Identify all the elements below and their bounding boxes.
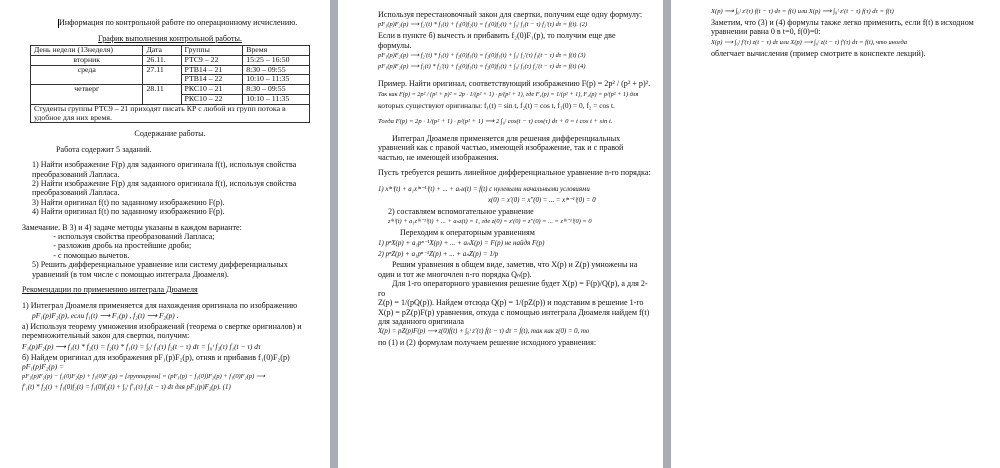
table-cell: 26.11.	[143, 55, 181, 65]
formula: pF₁(p)F₂(p), если f₁(t) ⟶ F₁(p) , f₂(t) ⟶ F₂(p) .	[32, 310, 179, 320]
table-cell: 28.11	[143, 85, 181, 95]
table-cell: среда	[31, 65, 143, 75]
formula: pF₁(p)F₂(p) ⟶ f₂′(t) * f₁(t) + f₁(0)f₂(t) = f₁(0)f₂(t) + ∫₀ᵗ f₁(t − τ) f₂′(τ) dτ = f(t). (2)	[378, 21, 588, 29]
table-cell: 10:10 – 11:35	[243, 75, 310, 85]
rec-paragraph: б) Найдем оригинал для изображения pF₁(p)F₂(p), отняв и прибавив f₁(0)F₂(p)	[22, 352, 290, 362]
content-title: Содержание работы.	[134, 129, 206, 139]
formula: X(p) ⟶ ∫₀ᵗ f′(τ) z(t − τ) dτ или X(p) ⟶ ∫₀ᵗ z(t − τ) f′(τ) dτ = f(t), что иногда	[711, 38, 907, 46]
formula: 1) x⁽ⁿ⁾(t) + a₁x⁽ⁿ⁻¹⁾(t) + ... + aₙx(t) = f(t) с нулевыми начальными условиями	[378, 185, 590, 193]
formula: z⁽ⁿ⁾(t) + a₁z⁽ⁿ⁻¹⁾(t) + ... + aₙz(t) = 1, где z(0) = z′(0) = z″(0) = ... = z⁽ⁿ⁻¹⁾(0) = 0	[388, 218, 592, 226]
table-row	[31, 104, 310, 123]
doc-title: Информация по контрольной работе по операционному исчислению.	[59, 18, 298, 27]
formula: x(0) = x′(0) = x″(0) = ... = x⁽ⁿ⁻¹⁾(0) = 0	[488, 196, 596, 204]
schedule-table	[30, 45, 310, 123]
paragraph: Для 1-го операторного уравнения решение будет X(p) = F(p)/Q(p), а для 2-го	[378, 279, 648, 298]
paragraph: по (1) и (2) формулам получаем решение исходного уравнения:	[378, 338, 597, 348]
paragraph: Переходим к операторным уравнениям	[400, 228, 535, 238]
formula: 1) pⁿX(p) + a₁pⁿ⁻¹X(p) + ... + aₙX(p) = F(p) не найдя F(p)	[378, 239, 545, 248]
paragraph: 2) составляем вспомогательное уравнение	[388, 206, 534, 216]
formula: f′₁(t) * f₂(t) + f₁(0)f₂(t) = f₁(0)f₂(t) + ∫₀ᵗ f′₁(τ) f₂(t − τ) dτ для pF₁(p)F₂(p). (1)	[22, 384, 231, 392]
task-item: 5) Решить дифференциальное уравнение или систему дифференциальных уравнений (в том числе с помощью интеграла Дюамеля).	[32, 260, 288, 279]
table-cell: РКС10 – 21	[181, 85, 243, 95]
table-cell: вторник	[31, 55, 143, 65]
task-item: 3) Найти оригинал f(t) по заданному изображению F(p).	[32, 197, 225, 207]
rec-paragraph: а) Используя теорему умножения изображений (теорема о свертке оригиналов) и перемножительный закон для свертки, получим:	[22, 321, 302, 341]
tasks-intro: Работа содержит 5 заданий.	[56, 144, 152, 154]
paragraph: Интеграл Дюамеля применяется для решения дифференциальных уравнений как с правой частью, имеющей изображение, так и с правой частью, не имеющей изображения.	[378, 134, 624, 162]
header-cell: Дата	[143, 46, 181, 56]
paragraph: Заметим, что (3) и (4) формулы также легко применить, если f(t) в исходном уравнении равна 0 в t=0, f(0)=0:	[711, 18, 974, 37]
formula: pF₁(p)F₂(p) ⟶ f₂′(t) * f₁(t) + f₂(0)f₁(t) = f₂(0)f₁(t) + ∫₀ᵗ f₂′(τ) f₁(t − τ) dτ = f(t) (3)	[378, 52, 586, 60]
formula: pF₁(p)F₂(p) ⟶ f₁(t) * f₂′(t) + f₂(0)f₁(t) = f₂(0)f₁(t) + ∫₀ᵗ f₁(τ) f₂′(t − τ) dτ = f(t) (4)	[378, 63, 586, 71]
doc-title-row	[22, 18, 318, 28]
paragraph: Пусть требуется решить линейное дифференциальное уравнение n-го порядка:	[378, 168, 651, 178]
paragraph: Z(p) = 1/(pQ(p)). Найдем отсюда Q(p) = 1/(pZ(p)) и подставим в решение 1-го	[378, 298, 644, 308]
list-item: - с помощью вычетов.	[58, 251, 318, 260]
methods-list	[22, 232, 318, 260]
header-cell: День недели (13неделя)	[31, 46, 143, 56]
table-cell: четверг	[31, 85, 143, 95]
table-header	[31, 46, 310, 56]
formula: X(p) ⟶ ∫₀ᵗ z′(τ) f(t − τ) dτ = f(t) или X(p) ⟶ ∫₀ᵗ z′(t − τ) f(τ) dτ = f(t)	[711, 8, 894, 15]
table-cell	[143, 95, 181, 105]
paragraph: Если в пункте б) вычесть и прибавить f₂(0)F₁(p), то получим еще две формулы.	[378, 31, 616, 50]
header-cell: Время	[243, 46, 310, 56]
formula: X(p) = pZ(p)F(p) ⟶ z(0)f(t) + ∫₀ᵗ z′(τ) f(t − τ) dτ = f(t), так как z(0) = 0, то	[378, 328, 590, 336]
header-cell: Группы	[181, 46, 243, 56]
paragraph: облегчает вычисления (пример смотрите в конспекте лекций).	[711, 48, 926, 58]
task-item: 4) Найти оригинал f(t) по заданному изображению F(p).	[32, 207, 225, 217]
formula: Так как F(p) = 2p² / (p² + p)² = 2p · 1/(p² + 1) · p/(p² + 1), где F₁(p) = 1/(p² + 1), F₂(p) = p/(p² + 1) для	[378, 90, 639, 98]
example: Пример. Найти оригинал, соответствующий изображению F(p) = 2p² / (p² + p)².	[378, 79, 651, 89]
table-row	[31, 95, 310, 105]
paragraph: Используя перестановочный закон для свертки, получим еще одну формулу:	[378, 10, 643, 19]
formula: Тогда F(p) = 2p · 1/(p² + 1) · p/(p² + 1) ⟶ 2 ∫₀ᵗ cos(t − τ) cos(τ) dτ + 0 = t cos t + sin t.	[378, 118, 613, 126]
paragraph: Решим уравнения в общем виде, заметив, что X(p) и Z(p) умножены на один и тот же многочлен n-го порядка Qₙ(p).	[378, 260, 638, 279]
task-item: 1) Найти изображение F(p) для заданного оригинала f(t), используя свойства преобразований Лапласа.	[32, 160, 297, 179]
list-item: - разложив дробь на простейшие дроби;	[58, 241, 318, 250]
formula: pF₁(p)F₂(p) − f₁(0)F₂(p) + f₁(0)F₂(p) = [группируем] = (pF₁(p) − f₁(0))F₂(p) + f₁(0)F₂(p) ⟶	[22, 373, 265, 381]
table-cell: РТС9 – 22	[181, 55, 243, 65]
rec-title: Рекомендации по применению интеграла Дюамеля	[22, 285, 198, 295]
paragraph: которых существуют оригиналы: f₁(t) = sin t, f₂(t) = cos t, f₁(0) = 0, f₂ = cos t.	[378, 100, 615, 110]
document-page-1	[0, 0, 330, 468]
table-row	[31, 55, 310, 65]
paragraph: X(p) = pZ(p)F(p) уравнения, откуда с помощью интеграла Дюамеля найдем f(t) для заданного оригинала	[378, 307, 650, 326]
formula: F₁(p)F₂(p) ⟶ f₁(t) * f₂(t) = f₂(t) * f₁(t) = ∫₀ᵗ f₁(τ) f₂(t − τ) dτ = ∫₀ᵗ f₂(τ) f₁(t − τ) dτ	[22, 341, 261, 351]
remark: Замечание. В 3) и 4) задаче методы указаны в каждом варианте:	[22, 222, 242, 232]
list-item: - используя свойства преобразований Лапласа;	[58, 232, 318, 241]
table-cell: РТВ14 – 22	[181, 75, 243, 85]
formula: pF₁(p)F₂(p) =	[22, 362, 64, 372]
schedule-title: График выполнения контрольной работы.	[98, 33, 242, 43]
rec-paragraph: 1) Интеграл Дюамеля применяется для нахождения оригинала по изображению	[22, 300, 298, 310]
table-cell: РТВ14 – 21	[181, 65, 243, 75]
document-page-2	[338, 0, 663, 468]
task-item: 2) Найти изображение F(p) для заданного оригинала f(t), используя свойства преобразований Лапласа.	[32, 179, 297, 198]
formula: 2) pⁿZ(p) + a₁pⁿ⁻¹Z(p) + ... + aₙZ(p) = 1/p	[378, 250, 499, 259]
document-page-3	[671, 0, 1000, 468]
table-cell: 8:30 – 09:55	[243, 85, 310, 95]
table-cell: РКС10 – 22	[181, 95, 243, 105]
table-note: Студенты группы РТС9 – 21 приходят писать КР с любой из групп потока в удобное для них время.	[31, 104, 310, 123]
table-cell: 8:30 – 09:55	[243, 65, 310, 75]
table-cell	[31, 95, 143, 105]
table-cell: 10:10 – 11:35	[243, 95, 310, 105]
table-cell: 27.11	[143, 65, 181, 75]
table-cell: 15:25 – 16:50	[243, 55, 310, 65]
